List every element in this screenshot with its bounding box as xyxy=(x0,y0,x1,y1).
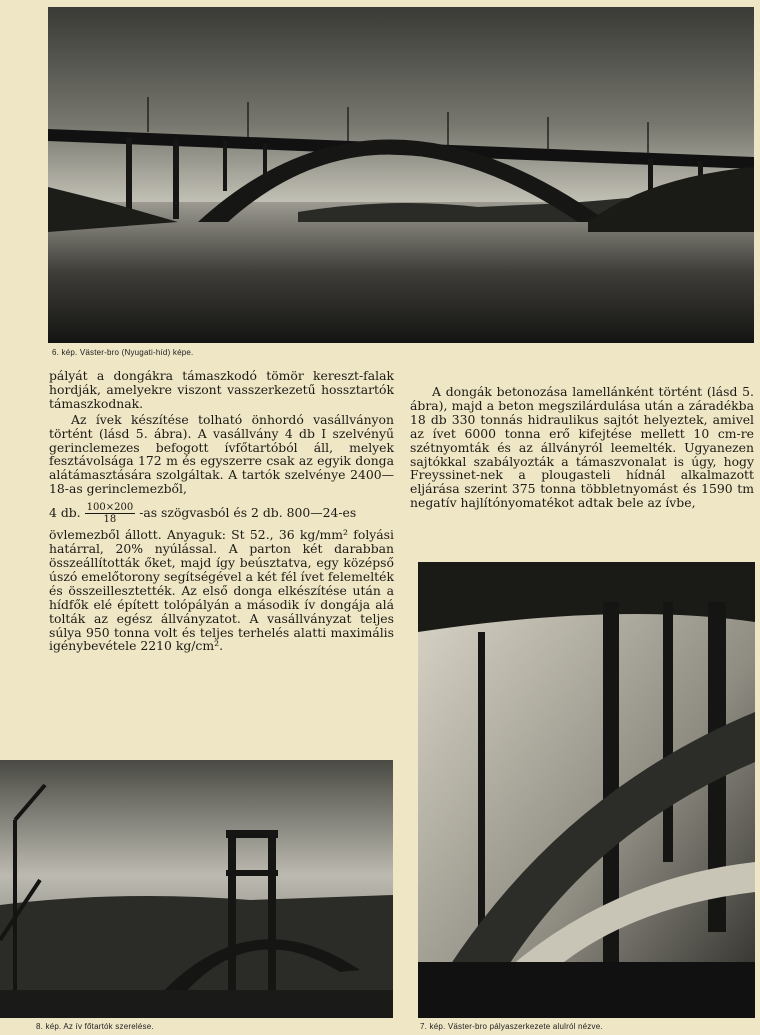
fraction xyxy=(85,502,136,525)
fraction-line xyxy=(49,498,394,528)
figure-8-caption: 8. kép. Az ív főtartók szerelése. xyxy=(36,1022,154,1031)
left-paragraph-3: övlemezből állott. Anyaguk: St 52., 36 kg/mm² folyási határral, 20% nyúlással. A parton két darabban összeállították őket, majd így beúsztatva, egy középső úszó emelőtorony segítségével a két fél ívet felemelték és összeillesztették. Az első donga elkészítése után a hídfők elé épített tolópályán a második ív dongája alá tolták az egész állványzatot. A vasállványzat teljes súlya 950 tonna volt és teljes terhelés alatti maximális igénybevétele 2210 kg/cm². xyxy=(49,527,394,654)
fraction-suffix: -as szögvasból és 2 db. 800—24-es xyxy=(139,505,357,521)
arch-erection-photo xyxy=(0,760,393,1018)
figure-6-caption: 6. kép. Väster-bro (Nyugati-híd) képe. xyxy=(52,348,194,357)
left-paragraph-2: Az ívek készítése tolható önhordó vasállványon történt (lásd 5. ábra). A vasállvány 4 db I szelvényű gerinclemezes befogott ívfőtartóból áll, melyek fesztávolsága 172 m és egyszerre csak az egyik donga alátámasztására szolgáltak. A tartók szelvénye 2400—18-as gerinclemezből, xyxy=(49,411,394,497)
fraction-numerator: 100×200 xyxy=(86,501,134,513)
fraction-prefix: 4 db. xyxy=(49,505,81,521)
underside-photo xyxy=(418,562,755,1018)
right-column xyxy=(410,385,754,512)
figure-7-caption: 7. kép. Väster-bro pályaszerkezete alulról nézve. xyxy=(420,1022,603,1031)
right-paragraph-1: A dongák betonozása lamellánként történt (lásd 5. ábra), majd a beton megszilárdulása után a záradékba 18 db 330 tonnás hidraulikus sajtót helyeztek, amivel az ívet 6000 tonna erő kifejtése mellett 10 cm-re szétnyomták és az állványról leemelték. Ugyanezen sajtókkal szabályozták a támaszvonalat is úgy, hogy Freyssinet-nek a plougasteli hídnál alkalmazott eljárása szerint 375 tonna többletnyomást és 1590 tm negatív hajlítónyomatékot adtak bele az ívbe, xyxy=(410,384,754,511)
left-column xyxy=(49,369,394,655)
left-paragraph-1: pályát a dongákra támaszkodó tömör kereszt-falak hordják, amelyekre viszont vasszerkezetű hossztartók támaszkodnak. xyxy=(49,368,394,411)
bridge-photo xyxy=(48,7,754,343)
fraction-denominator: 18 xyxy=(103,513,117,525)
